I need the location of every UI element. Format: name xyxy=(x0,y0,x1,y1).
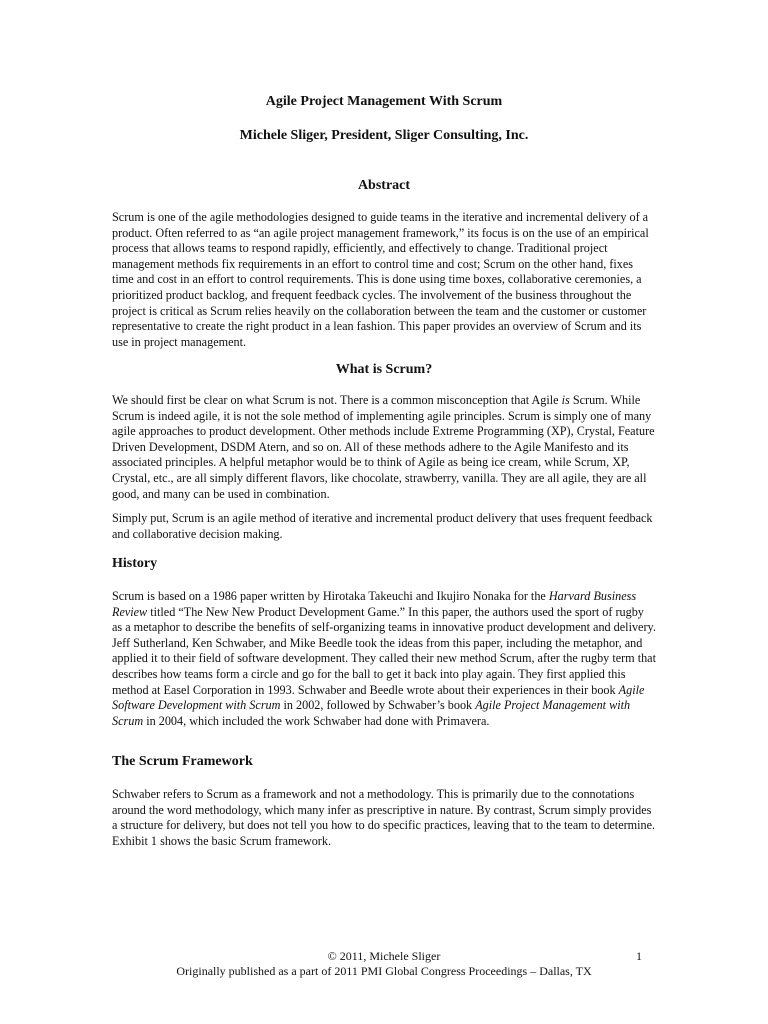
text-run: titled “The New New Product Development Game.” In this paper, the authors used the sport of rugby as a metaphor to describe the benefits of self-organizing teams in innovative product development and delivery. Jeff Sutherland, Ken Schwaber, and Mike Beedle took the ideas from this paper, including the metaphor, and applied it to their field of software development. They called their new method Scrum, after the rugby term that describes how teams form a circle and go for the ball to get it back into play again. They first applied this method at Easel Corporation in 1993. Schwaber and Beedle wrote about their experiences in their book xyxy=(112,604,656,697)
framework-heading: The Scrum Framework xyxy=(112,754,253,769)
footer-copyright: © 2011, Michele Sliger xyxy=(327,949,441,963)
paper-author: Michele Sliger, President, Sliger Consulting, Inc. xyxy=(239,128,529,143)
abstract-paragraph: Scrum is one of the agile methodologies designed to guide teams in the iterative and incremental delivery of a product. Often referred to as “an agile project management framework,” its focus is on the use of an empirical process that allows teams to respond rapidly, efficiently, and effectively to change. Traditional project management methods fix requirements in an effort to control time and cost; Scrum on the other hand, fixes time and cost in an effort to control requirements. This is done using time boxes, collaborative ceremonies, a prioritized product backlog, and frequent feedback cycles. The involvement of the business throughout the project is critical as Scrum relies heavily on the collaboration between the team and the customer or customer representative to create the right product in a lean fashion. This paper provides an overview of Scrum and its use in project management. xyxy=(112,210,649,349)
journal-title: Harvard Business Review xyxy=(112,589,637,619)
book-title: Agile Project Management with Scrum xyxy=(112,698,631,728)
paper-title: Agile Project Management With Scrum xyxy=(265,94,503,109)
abstract-heading: Abstract xyxy=(357,178,411,193)
page-number: 1 xyxy=(636,949,642,963)
book-title: Agile Software Development with Scrum xyxy=(112,682,645,713)
framework-paragraph: Schwaber refers to Scrum as a framework and not a methodology. This is primarily due to the connotations around the word methodology, which many infer as prescriptive in nature. By contrast, Scrum simply provides a structure for delivery, but does not tell you how to do specific practices, leaving that to the team to determine. Exhibit 1 shows the basic Scrum framework. xyxy=(112,787,656,848)
what-is-scrum-paragraph-1 xyxy=(112,393,657,502)
text-run: Scrum. While Scrum is indeed agile, it is not the sole method of implementing agile principles. Scrum is simply one of many agile approaches to product development. Other methods include Extreme Programming (XP), Crystal, Feature Driven Development, DSDM Atern, and so on. All of these methods adhere to the Agile Manifesto and its associated principles. A helpful metaphor would be to think of Agile as being ice cream, while Scrum, XP, Crystal, etc., are all simply different flavors, like chocolate, strawberry, vanilla. They are all agile, they are all good, and many can be used in combination. xyxy=(112,393,655,501)
text-run: Scrum is based on a 1986 paper written by Hirotaka Takeuchi and Ikujiro Nonaka for the xyxy=(112,589,549,603)
text-run: in 2004, which included the work Schwaber had done with Primavera. xyxy=(143,713,490,728)
history-heading: History xyxy=(112,556,158,571)
text-run: We should first be clear on what Scrum is not. There is a common misconception that Agile xyxy=(112,393,562,407)
emphasis-text: is xyxy=(561,393,570,407)
text-run: in 2002, followed by Schwaber’s book xyxy=(280,698,476,713)
what-is-scrum-paragraph-2: Simply put, Scrum is an agile method of iterative and incremental product delivery that uses frequent feedback and collaborative decision making. xyxy=(112,511,653,541)
history-paragraph xyxy=(112,589,657,729)
what-is-scrum-heading: What is Scrum? xyxy=(335,362,433,377)
footer-publication-note: Originally published as a part of 2011 PMI Global Congress Proceedings – Dallas, TX xyxy=(176,964,592,978)
